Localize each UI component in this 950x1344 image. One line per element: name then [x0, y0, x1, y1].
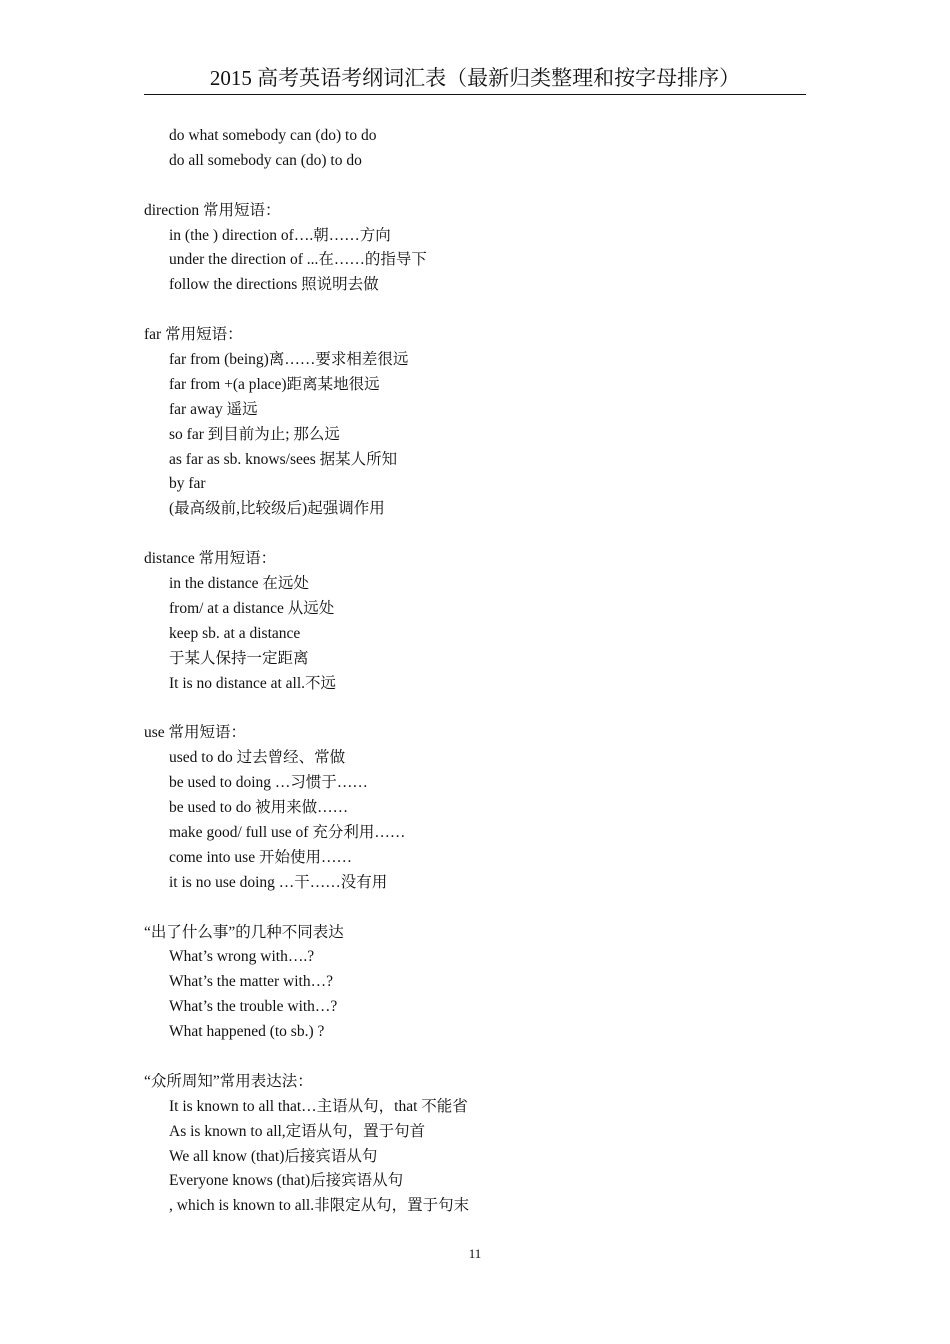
- phrase-line: 于某人保持一定距离: [169, 649, 309, 667]
- section-far: [144, 323, 806, 522]
- section-distance: [144, 547, 806, 696]
- phrase-line: What’s the trouble with…?: [169, 998, 338, 1016]
- section-gap: [144, 1045, 806, 1070]
- phrase-line: by far: [169, 475, 206, 493]
- section-heading: far 常用短语：: [144, 326, 243, 344]
- phrase-line: come into use 开始使用……: [169, 848, 352, 866]
- page-header: [144, 62, 806, 95]
- page-number: 11: [468, 1246, 482, 1261]
- phrase-line: under the direction of ...在……的指导下: [169, 251, 427, 269]
- section-whats-wrong: [144, 921, 806, 1045]
- phrase-line: It is no distance at all.不远: [169, 674, 337, 692]
- phrase-line: What happened (to sb.) ?: [169, 1023, 325, 1041]
- intro-block: [144, 124, 806, 174]
- document-body: [144, 124, 806, 1219]
- phrase-line: What’s wrong with….?: [169, 948, 315, 966]
- section-gap: [144, 896, 806, 921]
- section-gap: [144, 174, 806, 199]
- phrase-line: Everyone knows (that)后接宾语从句: [169, 1172, 404, 1190]
- section-heading: direction 常用短语：: [144, 201, 281, 219]
- phrase-line: We all know (that)后接宾语从句: [169, 1147, 378, 1165]
- phrase-line: (最高级前,比较级后)起强调作用: [169, 500, 385, 518]
- phrase-line: do all somebody can (do) to do: [169, 151, 362, 169]
- phrase-line: from/ at a distance 从远处: [169, 599, 335, 617]
- phrase-line: it is no use doing …干……没有用: [169, 873, 388, 891]
- phrase-line: follow the directions 照说明去做: [169, 276, 379, 294]
- section-heading: distance 常用短语：: [144, 550, 277, 568]
- section-heading: “出了什么事”的几种不同表达: [144, 923, 344, 941]
- page-title: 2015 高考英语考纲词汇表（最新归类整理和按字母排序）: [209, 66, 741, 90]
- phrase-line: be used to doing …习惯于……: [169, 774, 368, 792]
- phrase-line: far from (being)离……要求相差很远: [169, 351, 409, 369]
- phrase-line: so far 到目前为止; 那么远: [169, 425, 340, 443]
- phrase-line: What’s the matter with…?: [169, 973, 333, 991]
- section-gap: [144, 298, 806, 323]
- section-heading: “众所周知”常用表达法：: [144, 1072, 313, 1090]
- phrase-line: It is known to all that…主语从句，that 不能省: [169, 1097, 468, 1115]
- section-known-to-all: [144, 1070, 806, 1219]
- section-gap: [144, 696, 806, 721]
- section-gap: [144, 522, 806, 547]
- phrase-line: as far as sb. knows/sees 据某人所知: [169, 450, 398, 468]
- section-heading: use 常用短语：: [144, 724, 247, 742]
- section-use: [144, 721, 806, 895]
- phrase-line: As is known to all,定语从句，置于句首: [169, 1122, 426, 1140]
- phrase-line: in (the ) direction of….朝……方向: [169, 226, 391, 244]
- phrase-line: do what somebody can (do) to do: [169, 127, 377, 144]
- section-direction: [144, 199, 806, 299]
- phrase-line: be used to do 被用来做……: [169, 799, 349, 817]
- phrase-line: in the distance 在远处: [169, 575, 309, 593]
- phrase-line: far from +(a place)距离某地很远: [169, 375, 380, 393]
- phrase-line: make good/ full use of 充分利用……: [169, 823, 406, 841]
- phrase-line: far away 遥远: [169, 400, 258, 418]
- phrase-line: , which is known to all.非限定从句，置于句末: [169, 1197, 470, 1215]
- phrase-line: keep sb. at a distance: [169, 624, 301, 642]
- phrase-line: used to do 过去曾经、常做: [169, 749, 346, 767]
